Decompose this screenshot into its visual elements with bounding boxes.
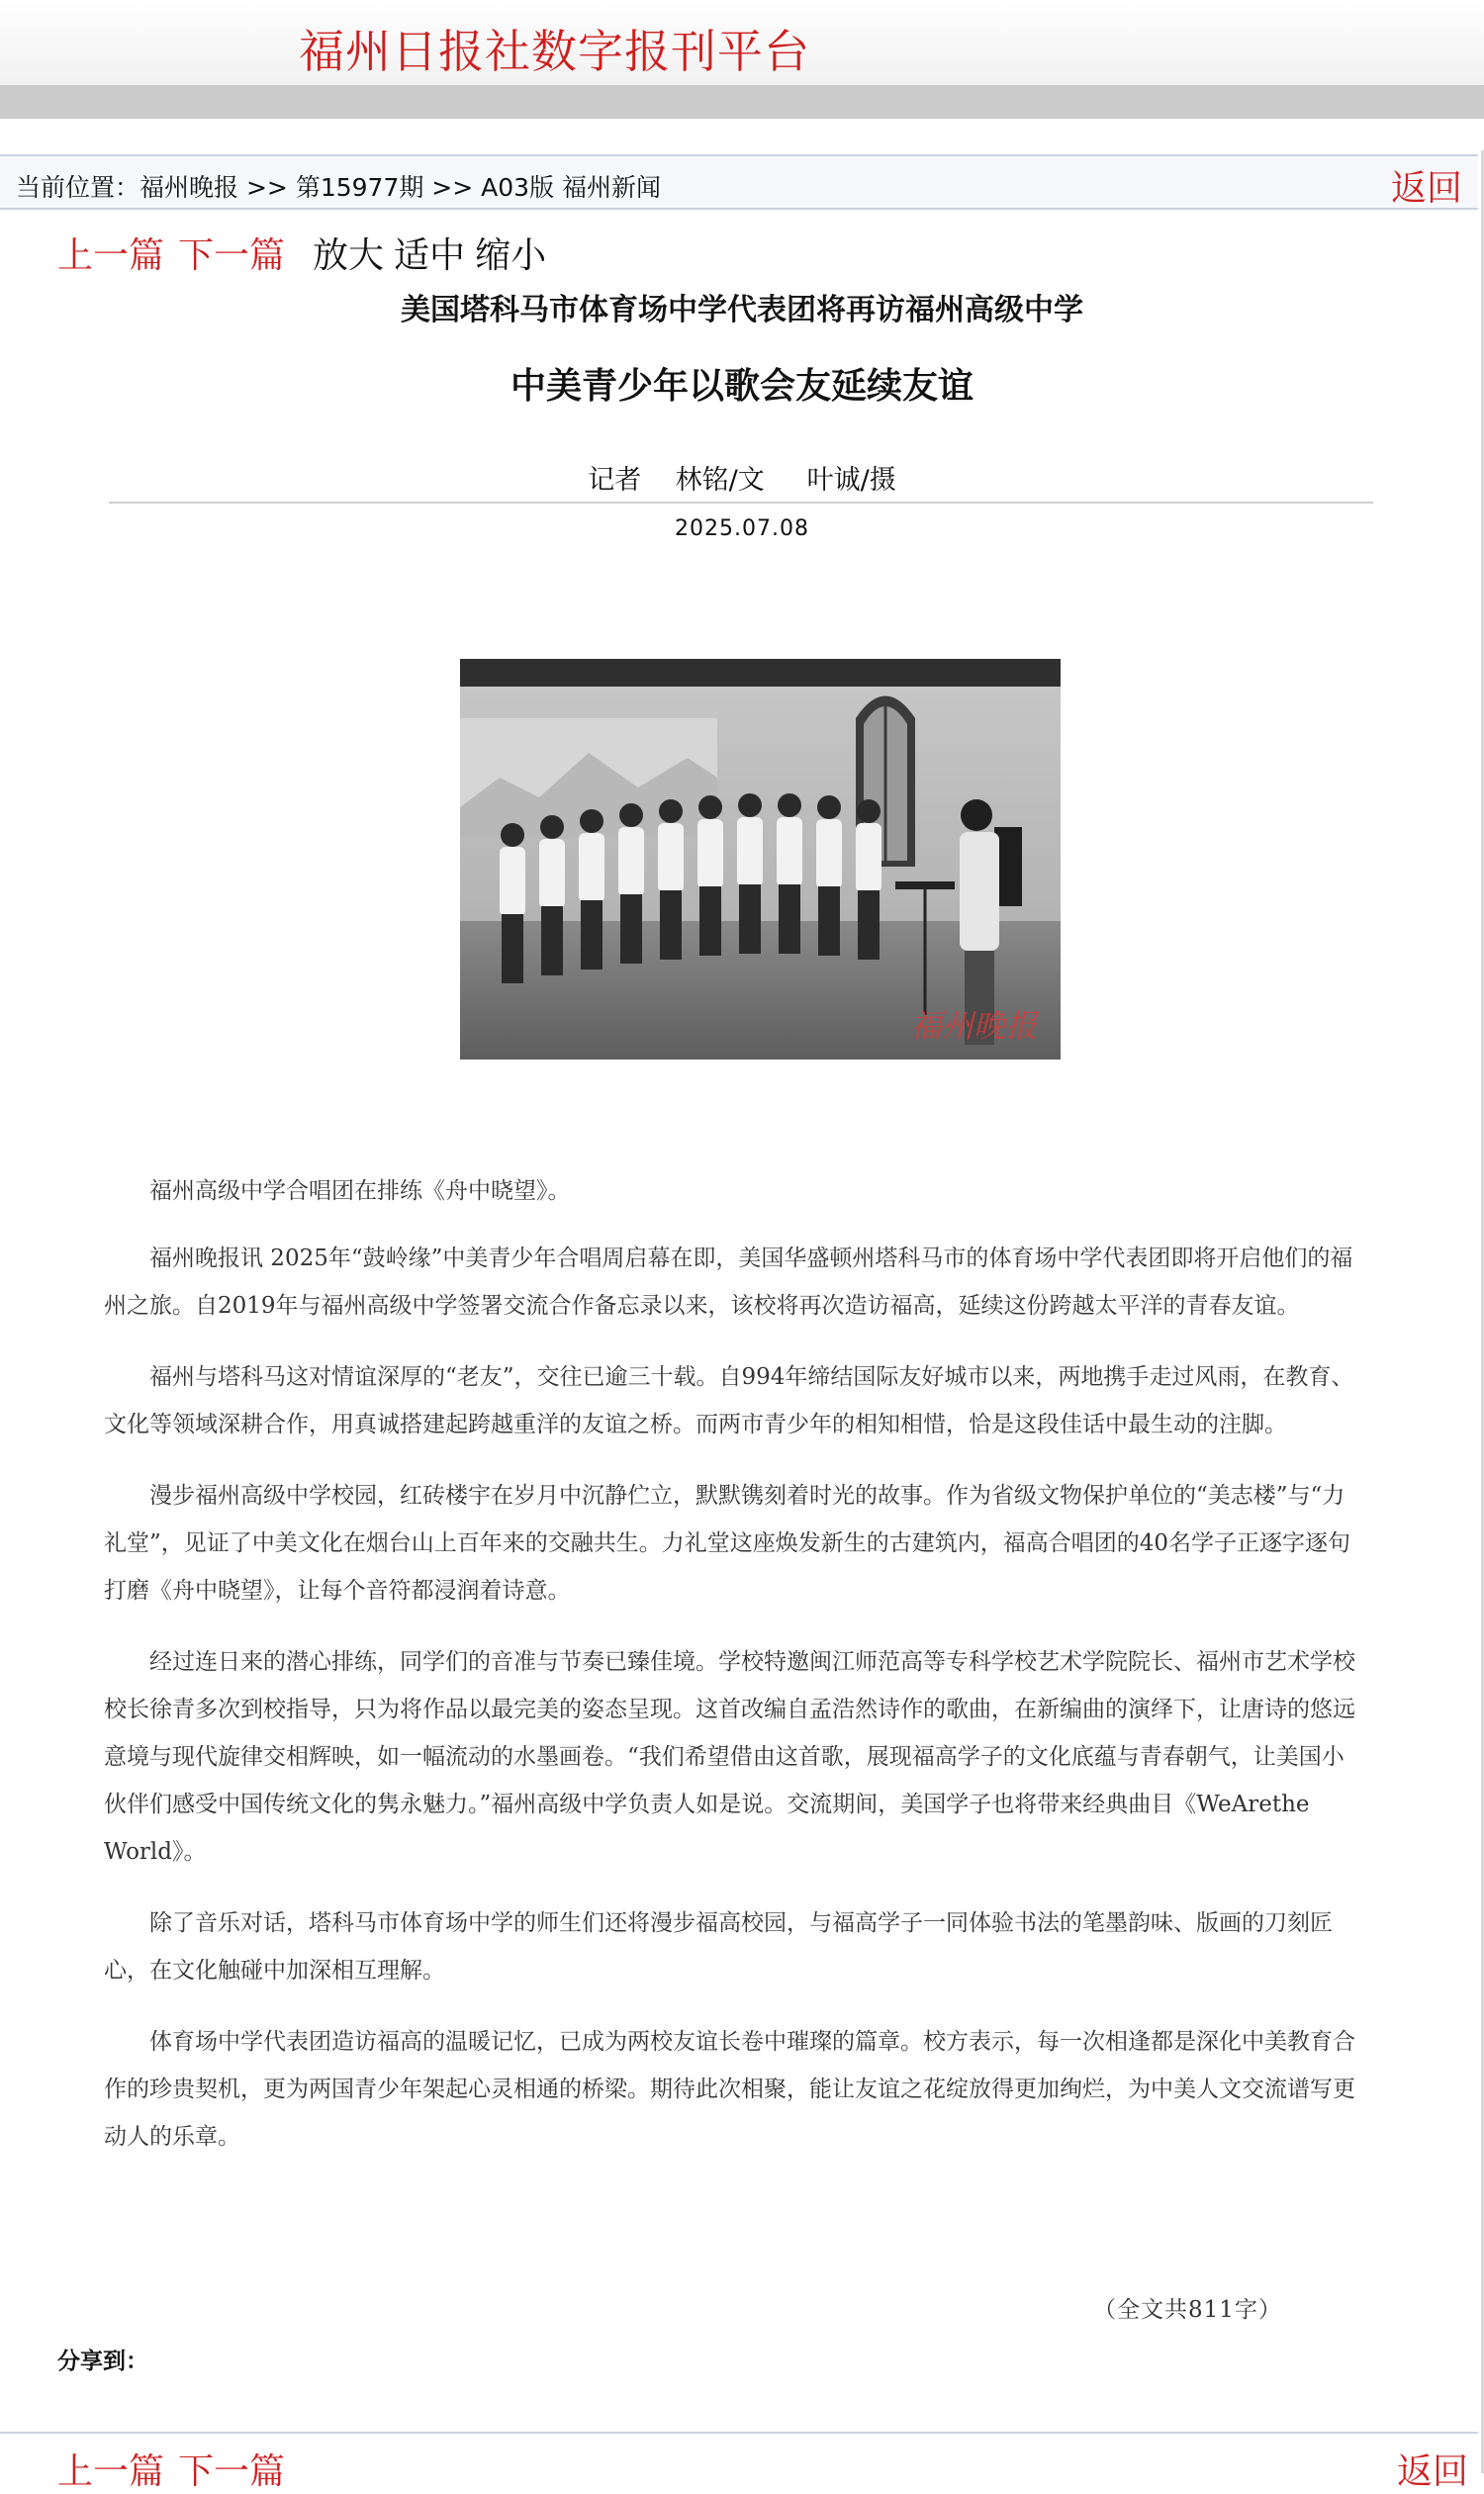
breadcrumb-separator: >> xyxy=(238,173,296,202)
prev-article-link-bottom[interactable]: 上一篇 xyxy=(57,2451,165,2492)
article-date: 2025.07.08 xyxy=(675,516,809,541)
article-photo xyxy=(460,659,1061,1060)
prev-article-link[interactable]: 上一篇 xyxy=(57,235,165,276)
article-byline: 记者 林铭/文 叶诚/摄 xyxy=(588,465,896,496)
breadcrumb xyxy=(0,154,1478,210)
breadcrumb-path xyxy=(16,168,661,204)
back-link-bottom[interactable]: 返回 xyxy=(1396,2451,1468,2492)
next-article-link[interactable]: 下一篇 xyxy=(178,235,286,276)
article-toolbar xyxy=(57,228,556,278)
breadcrumb-prefix: 当前位置： xyxy=(16,173,140,202)
article-paragraph: 漫步福州高级中学校园，红砖楼宇在岁月中沉静伫立，默默镌刻着时光的故事。作为省级文物保护单位的“美志楼”与“力礼堂”，见证了中美文化在烟台山上百年来的交融共生。力礼堂这座焕发新生的古建筑内，福高合唱团的40名学子正逐字逐句打磨《舟中晓望》，让每个音符都浸润着诗意。 xyxy=(104,1483,1351,1604)
site-title: 福州日报社数字报刊平台 xyxy=(299,25,810,78)
site-header xyxy=(0,0,1484,85)
article-headline: 中美青少年以歌会友延续友谊 xyxy=(510,366,974,407)
breadcrumb-paper-link[interactable]: 福州晚报 xyxy=(139,173,239,202)
next-article-link-bottom[interactable]: 下一篇 xyxy=(178,2451,286,2492)
bottom-divider xyxy=(0,2432,1478,2434)
photo-caption: 福州高级中学合唱团在排练《舟中晓望》。 xyxy=(149,1178,571,1204)
header-divider-bar xyxy=(0,85,1484,119)
breadcrumb-separator: >> xyxy=(423,173,482,202)
article-paragraph: 经过连日来的潜心排练，同学们的音准与节奏已臻佳境。学校特邀闽江师范高等专科学校艺术学院院长、福州市艺术学校校长徐青多次到校指导，只为将作品以最完美的姿态呈现。这首改编自孟浩然诗作的歌曲，在新编曲的演绎下，让唐诗的悠远意境与现代旋律交相辉映，如一幅流动的水墨画卷。“我们希望借由这首歌，展现福高学子的文化底蕴与青春朝气，让美国小伙伴们感受中国传统文化的隽永魅力。”福州高级中学负责人如是说。交流期间，美国学子也将带来经典曲目《WeArethe World》。 xyxy=(104,1649,1355,1865)
zoom-fit-button[interactable]: 适中 xyxy=(394,235,466,276)
photo-watermark: 福州晚报 xyxy=(910,1007,1038,1045)
share-label: 分享到： xyxy=(57,2349,148,2374)
word-count: （全文共811字） xyxy=(1093,2297,1282,2323)
article-paragraph: 福州与塔科马这对情谊深厚的“老友”，交往已逾三十载。自994年缔结国际友好城市以来，两地携手走过风雨，在教育、文化等领域深耕合作，用真诚搭建起跨越重洋的友谊之桥。而两市青少年的相知相惜，恰是这段佳话中最生动的注脚。 xyxy=(104,1364,1354,1437)
article-subtitle: 美国塔科马市体育场中学代表团将再访福州高级中学 xyxy=(401,293,1083,327)
byline-divider xyxy=(109,502,1373,504)
back-link[interactable]: 返回 xyxy=(1390,168,1462,209)
choir-rehearsal-image xyxy=(460,659,1061,1060)
zoom-in-button[interactable]: 放大 xyxy=(313,235,385,276)
article-body xyxy=(104,1167,1362,2184)
breadcrumb-page-link[interactable]: A03版 福州新闻 xyxy=(481,173,662,202)
zoom-out-button[interactable]: 缩小 xyxy=(475,235,547,276)
article-paragraph: 福州晚报讯 2025年“鼓岭缘”中美青少年合唱周启幕在即，美国华盛顿州塔科马市的体育场中学代表团即将开启他们的福州之旅。自2019年与福州高级中学签署交流合作备忘录以来，该校将再次造访福高，延续这份跨越太平洋的青春友谊。 xyxy=(104,1246,1353,1319)
article-paragraph: 除了音乐对话，塔科马市体育场中学的师生们还将漫步福高校园，与福高学子一同体验书法的笔墨韵味、版画的刀刻匠心，在文化触碰中加深相互理解。 xyxy=(104,1910,1333,1984)
breadcrumb-issue-link[interactable]: 第15977期 xyxy=(295,173,424,202)
bottom-article-nav xyxy=(57,2444,299,2494)
article-paragraph: 体育场中学代表团造访福高的温暖记忆，已成为两校友谊长卷中璀璨的篇章。校方表示，每一次相逢都是深化中美教育合作的珍贵契机，更为两国青少年架起心灵相通的桥梁。期待此次相聚，能让友谊之花绽放得更加绚烂，为中美人文交流谱写更动人的乐章。 xyxy=(104,2029,1355,2150)
